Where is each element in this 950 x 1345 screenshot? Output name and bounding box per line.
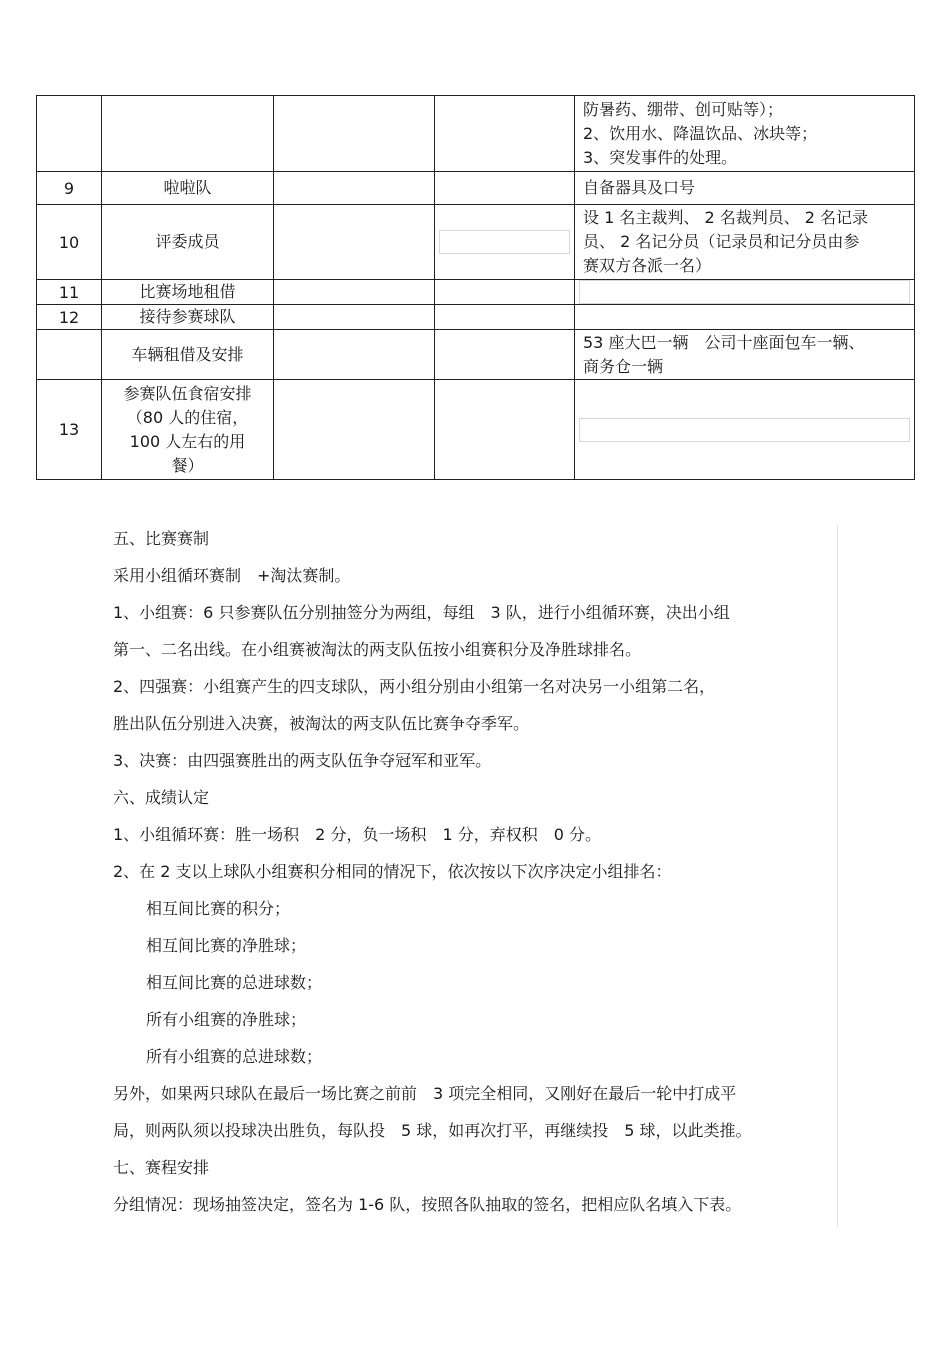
section-heading: 五、比赛赛制 bbox=[113, 529, 210, 548]
blank-cell bbox=[274, 330, 435, 380]
table-row bbox=[37, 205, 915, 280]
paragraph-line: 2、在 2 支以上球队小组赛积分相同的情况下，依次按以下次序决定小组排名： bbox=[113, 862, 672, 881]
blank-cell bbox=[435, 330, 575, 380]
row-number: 13 bbox=[37, 380, 102, 480]
blank-cell bbox=[274, 305, 435, 330]
item-line: （80 人的住宿， bbox=[126, 407, 249, 427]
row-note bbox=[575, 96, 915, 172]
row-note bbox=[575, 330, 915, 380]
row-number bbox=[37, 96, 102, 172]
row-item: 比赛场地租借 bbox=[102, 280, 274, 305]
note-line: 53 座大巴一辆 公司十座面包车一辆、 bbox=[583, 332, 865, 352]
item-line: 餐） bbox=[171, 455, 204, 475]
paragraph-line: 局，则两队须以投球决出胜负，每队投 5 球，如再次打平，再继续投 5 球，以此类推。 bbox=[113, 1121, 752, 1140]
note-line: 自备器具及口号 bbox=[583, 178, 696, 197]
blank-cell bbox=[274, 380, 435, 480]
section-heading: 七、赛程安排 bbox=[113, 1158, 210, 1177]
row-number: 11 bbox=[37, 280, 102, 305]
blank-cell bbox=[435, 305, 575, 330]
row-note bbox=[575, 172, 915, 205]
section-heading: 六、成绩认定 bbox=[113, 788, 210, 807]
note-line: 赛双方各派一名） bbox=[583, 256, 712, 275]
blank-cell bbox=[435, 172, 575, 205]
blank-cell bbox=[435, 96, 575, 172]
row-note bbox=[575, 280, 915, 305]
criteria-item: 所有小组赛的总进球数； bbox=[146, 1047, 323, 1066]
blank-cell bbox=[274, 280, 435, 305]
paragraph-line: 分组情况：现场抽签决定，签名为 1-6 队，按照各队抽取的签名，把相应队名填入下表。 bbox=[113, 1195, 742, 1214]
blank-cell bbox=[435, 380, 575, 480]
paragraph-line: 1、小组赛：6 只参赛队伍分别抽签分为两组，每组 3 队，进行小组循环赛，决出小组 bbox=[113, 603, 730, 622]
rules-text bbox=[113, 520, 833, 1223]
row-note bbox=[575, 380, 915, 480]
table-row bbox=[37, 330, 915, 380]
item-line: 100 人左右的用 bbox=[129, 431, 246, 451]
paragraph-line: 3、决赛：由四强赛胜出的两支队伍争夺冠军和亚军。 bbox=[113, 751, 492, 770]
note-line: 防暑药、绷带、创可贴等）； bbox=[583, 99, 784, 119]
note-line: 员、 2 名记分员（记录员和记分员由参 bbox=[583, 232, 860, 251]
blank-cell bbox=[274, 172, 435, 205]
empty-field-box bbox=[579, 418, 910, 442]
table-row bbox=[37, 172, 915, 205]
row-number: 9 bbox=[37, 172, 102, 205]
paragraph-line: 第一、二名出线。在小组赛被淘汰的两支队伍按小组赛积分及净胜球排名。 bbox=[113, 640, 642, 659]
empty-field-box bbox=[439, 230, 570, 254]
row-item: 啦啦队 bbox=[102, 172, 274, 205]
criteria-item: 相互间比赛的积分； bbox=[146, 899, 291, 918]
row-note bbox=[575, 305, 915, 330]
note-line: 设 1 名主裁判、 2 名裁判员、 2 名记录 bbox=[583, 208, 869, 227]
note-line: 2、饮用水、降温饮品、冰块等； bbox=[583, 123, 818, 143]
table-row bbox=[37, 96, 915, 172]
row-number: 12 bbox=[37, 305, 102, 330]
row-item bbox=[102, 96, 274, 172]
margin-line bbox=[837, 525, 838, 1227]
paragraph-line: 1、小组循环赛：胜一场积 2 分，负一场积 1 分，弃权积 0 分。 bbox=[113, 825, 601, 844]
blank-cell bbox=[274, 96, 435, 172]
row-item bbox=[102, 380, 274, 480]
paragraph-line: 另外，如果两只球队在最后一场比赛之前前 3 项完全相同，又刚好在最后一轮中打成平 bbox=[113, 1084, 737, 1103]
plan-table bbox=[36, 95, 915, 480]
blank-cell bbox=[435, 280, 575, 305]
criteria-item: 相互间比赛的净胜球； bbox=[146, 936, 307, 955]
paragraph-line: 采用小组循环赛制 +淘汰赛制。 bbox=[113, 566, 351, 585]
criteria-item: 所有小组赛的净胜球； bbox=[146, 1010, 307, 1029]
row-item: 接待参赛球队 bbox=[102, 305, 274, 330]
table-row bbox=[37, 280, 915, 305]
note-line: 3、突发事件的处理。 bbox=[583, 147, 738, 167]
paragraph-line: 2、四强赛：小组赛产生的四支球队，两小组分别由小组第一名对决另一小组第二名， bbox=[113, 677, 716, 696]
row-item: 评委成员 bbox=[102, 205, 274, 280]
row-note bbox=[575, 205, 915, 280]
table-row bbox=[37, 305, 915, 330]
paragraph-line: 胜出队伍分别进入决赛，被淘汰的两支队伍比赛争夺季军。 bbox=[113, 714, 530, 733]
item-line: 参赛队伍食宿安排 bbox=[123, 383, 252, 403]
row-number: 10 bbox=[37, 205, 102, 280]
row-number bbox=[37, 330, 102, 380]
criteria-item: 相互间比赛的总进球数； bbox=[146, 973, 323, 992]
row-item: 车辆租借及安排 bbox=[102, 330, 274, 380]
empty-field-box bbox=[579, 280, 910, 304]
blank-cell bbox=[435, 205, 575, 280]
blank-cell bbox=[274, 205, 435, 280]
table-row bbox=[37, 380, 915, 480]
note-line: 商务仓一辆 bbox=[583, 356, 664, 376]
